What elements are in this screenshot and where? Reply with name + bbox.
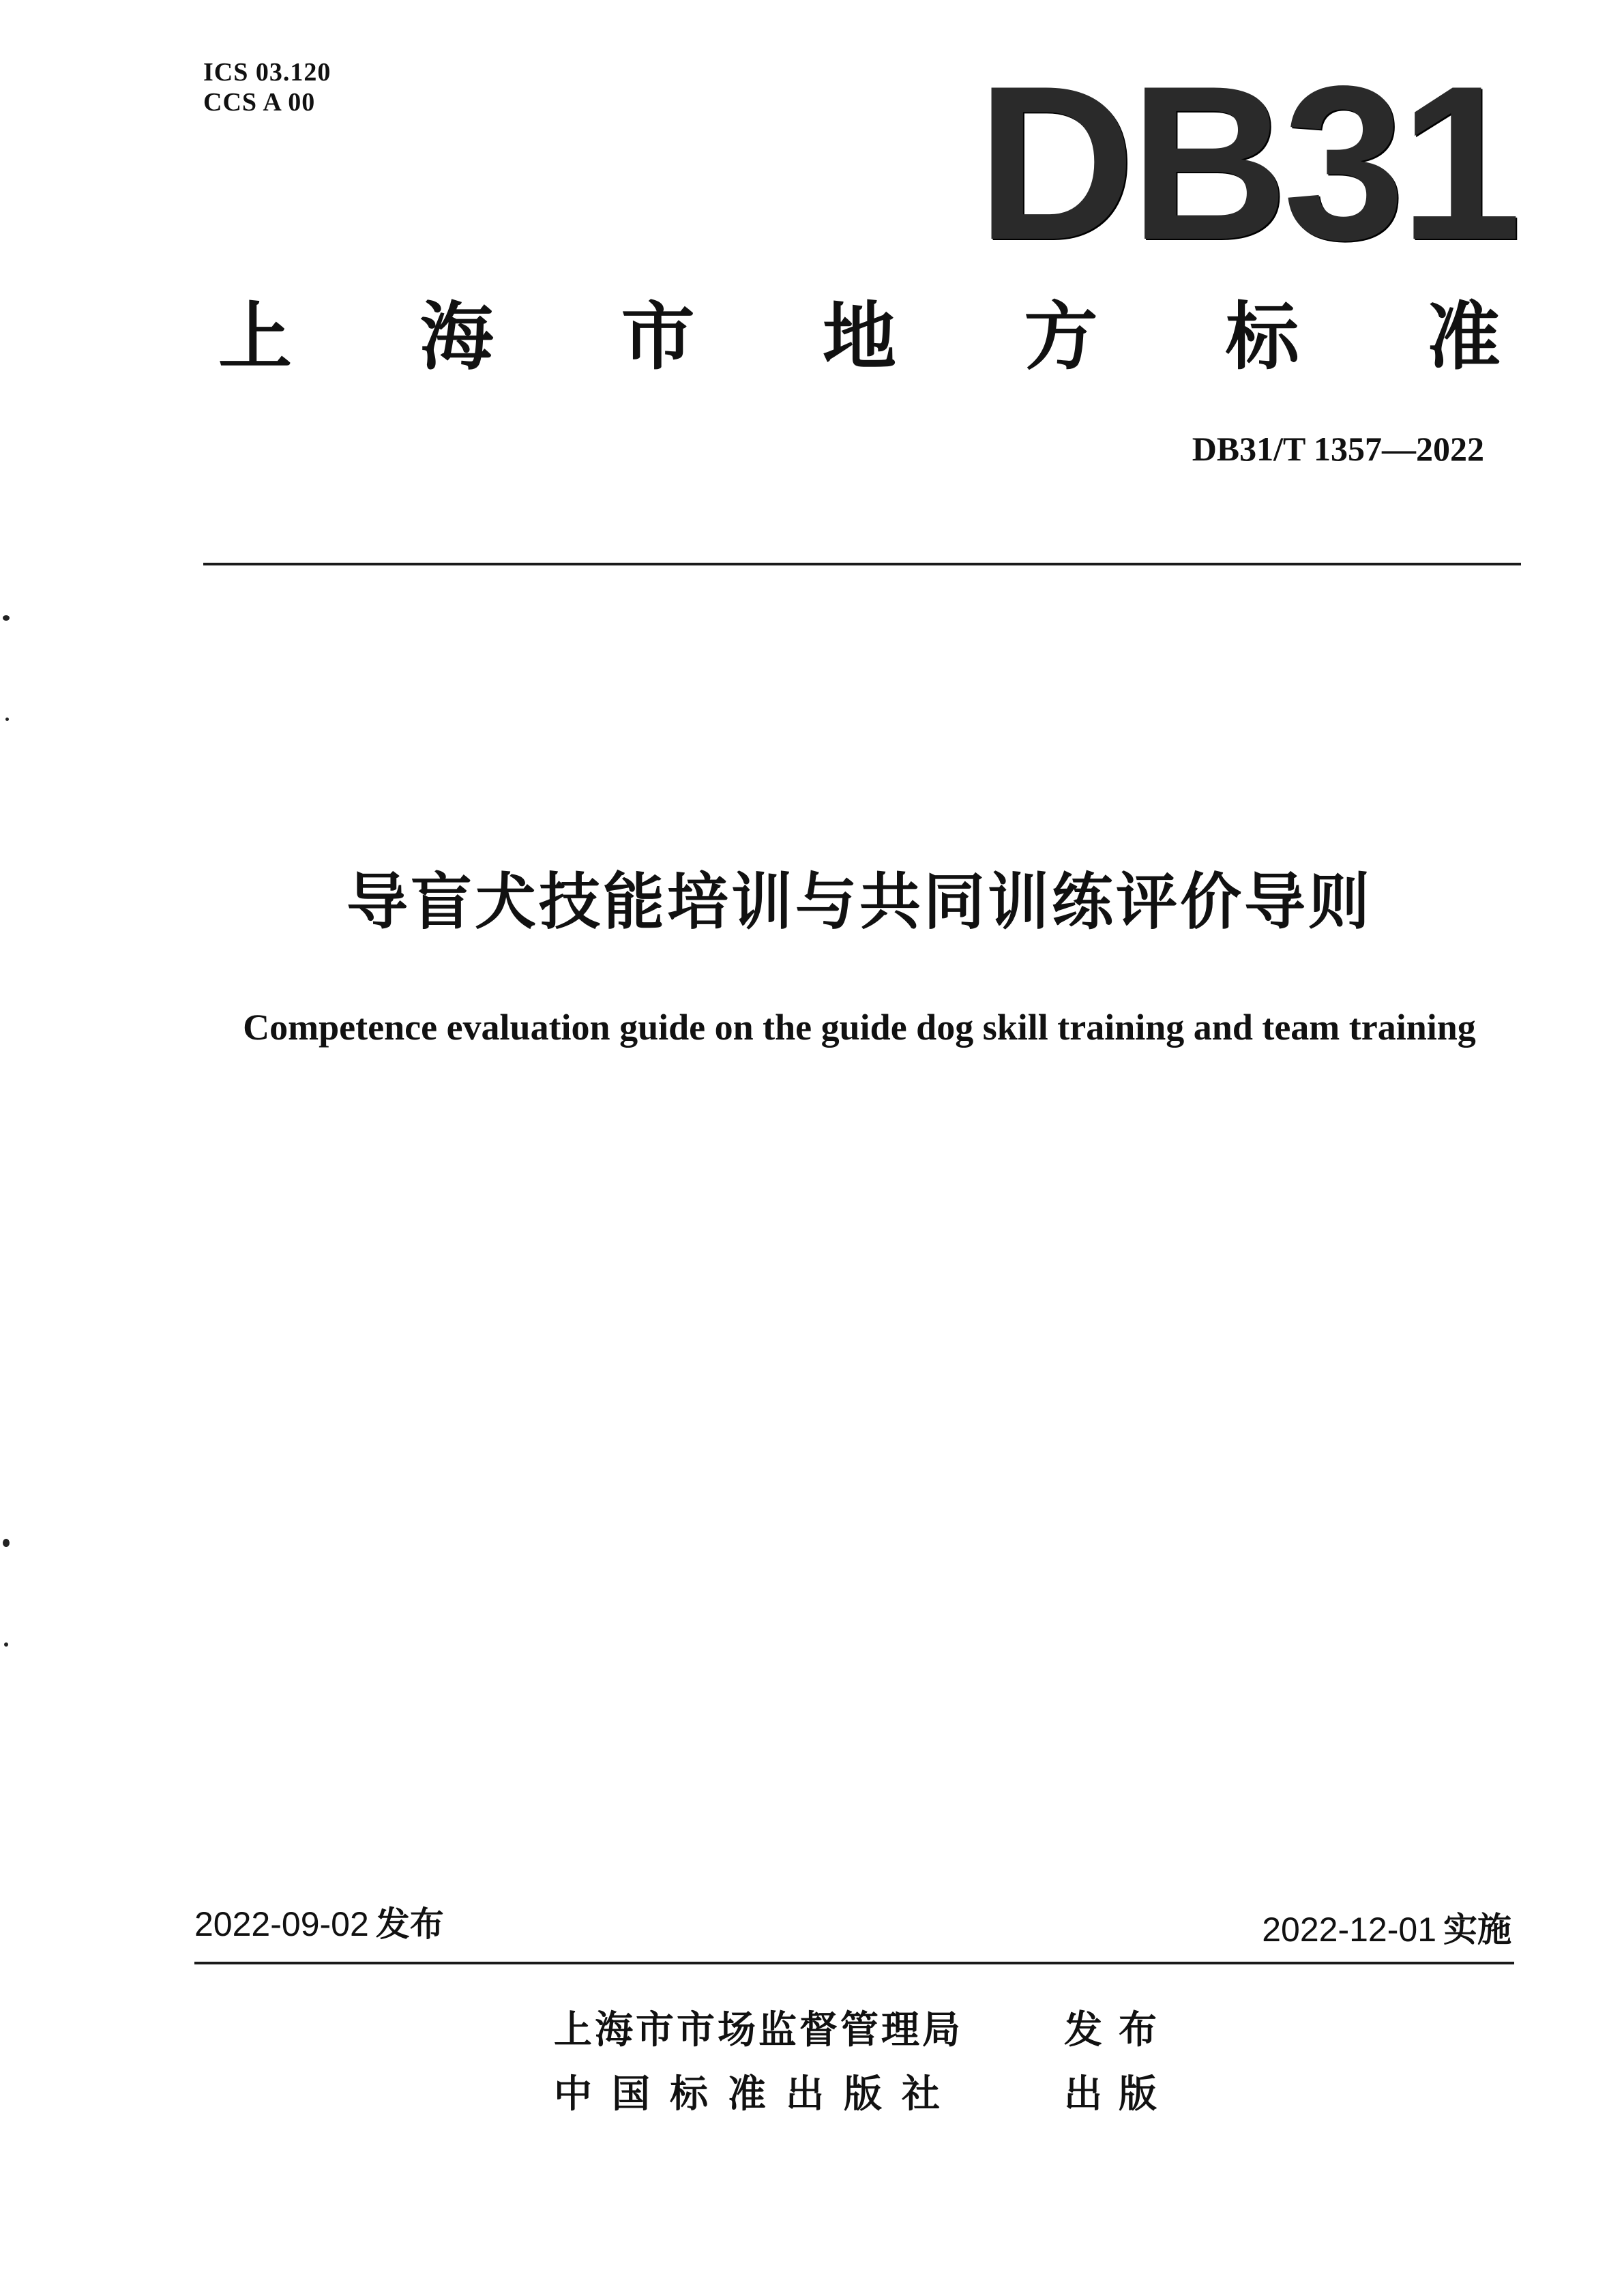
- publisher-row-issuer: [554, 2007, 1173, 2054]
- implementation-date: [1262, 1907, 1511, 1952]
- ics-code: ICS 03.120: [203, 58, 331, 87]
- document-title-chinese: 导盲犬技能培训与共同训练评价导则: [346, 866, 1372, 938]
- standard-type-char: 准: [1426, 295, 1501, 380]
- standard-type-char: 上: [218, 295, 293, 380]
- standard-type-heading: [218, 293, 1501, 382]
- standard-type-char: 市: [621, 295, 695, 380]
- db31-logo: DB31: [977, 41, 1517, 286]
- standard-type-char: 海: [419, 295, 494, 380]
- document-title-english: Competence evaluation guide on the guide dog skill training and team training: [243, 1007, 1476, 1048]
- header-divider: [203, 563, 1521, 565]
- scan-speck: [5, 718, 9, 721]
- standard-type-char: 地: [822, 295, 896, 380]
- footer-divider: [194, 1962, 1514, 1964]
- issue-date: [194, 1902, 444, 1947]
- standard-type-char: 标: [1225, 295, 1299, 380]
- issue-date-label: 发布: [375, 1904, 444, 1944]
- classification-codes: [203, 57, 331, 117]
- publisher-role: 出版: [1064, 2072, 1173, 2117]
- ccs-code: CCS A 00: [203, 88, 316, 117]
- issue-date-value: 2022-09-02: [194, 1905, 369, 1943]
- implementation-date-label: 实施: [1443, 1910, 1511, 1949]
- publisher-organization: 中国标准出版社: [554, 2072, 960, 2117]
- implementation-date-value: 2022-12-01: [1262, 1911, 1436, 1949]
- publisher-role: 发布: [1064, 2008, 1173, 2052]
- publisher-row-press: [554, 2071, 1173, 2119]
- standard-number: DB31/T 1357—2022: [1192, 430, 1484, 468]
- standard-type-char: 方: [1024, 295, 1098, 380]
- scan-speck: [3, 615, 10, 621]
- publisher-organization: 上海市市场监督管理局: [554, 2008, 963, 2052]
- scan-speck: [4, 1642, 8, 1647]
- scan-speck: [3, 1539, 10, 1547]
